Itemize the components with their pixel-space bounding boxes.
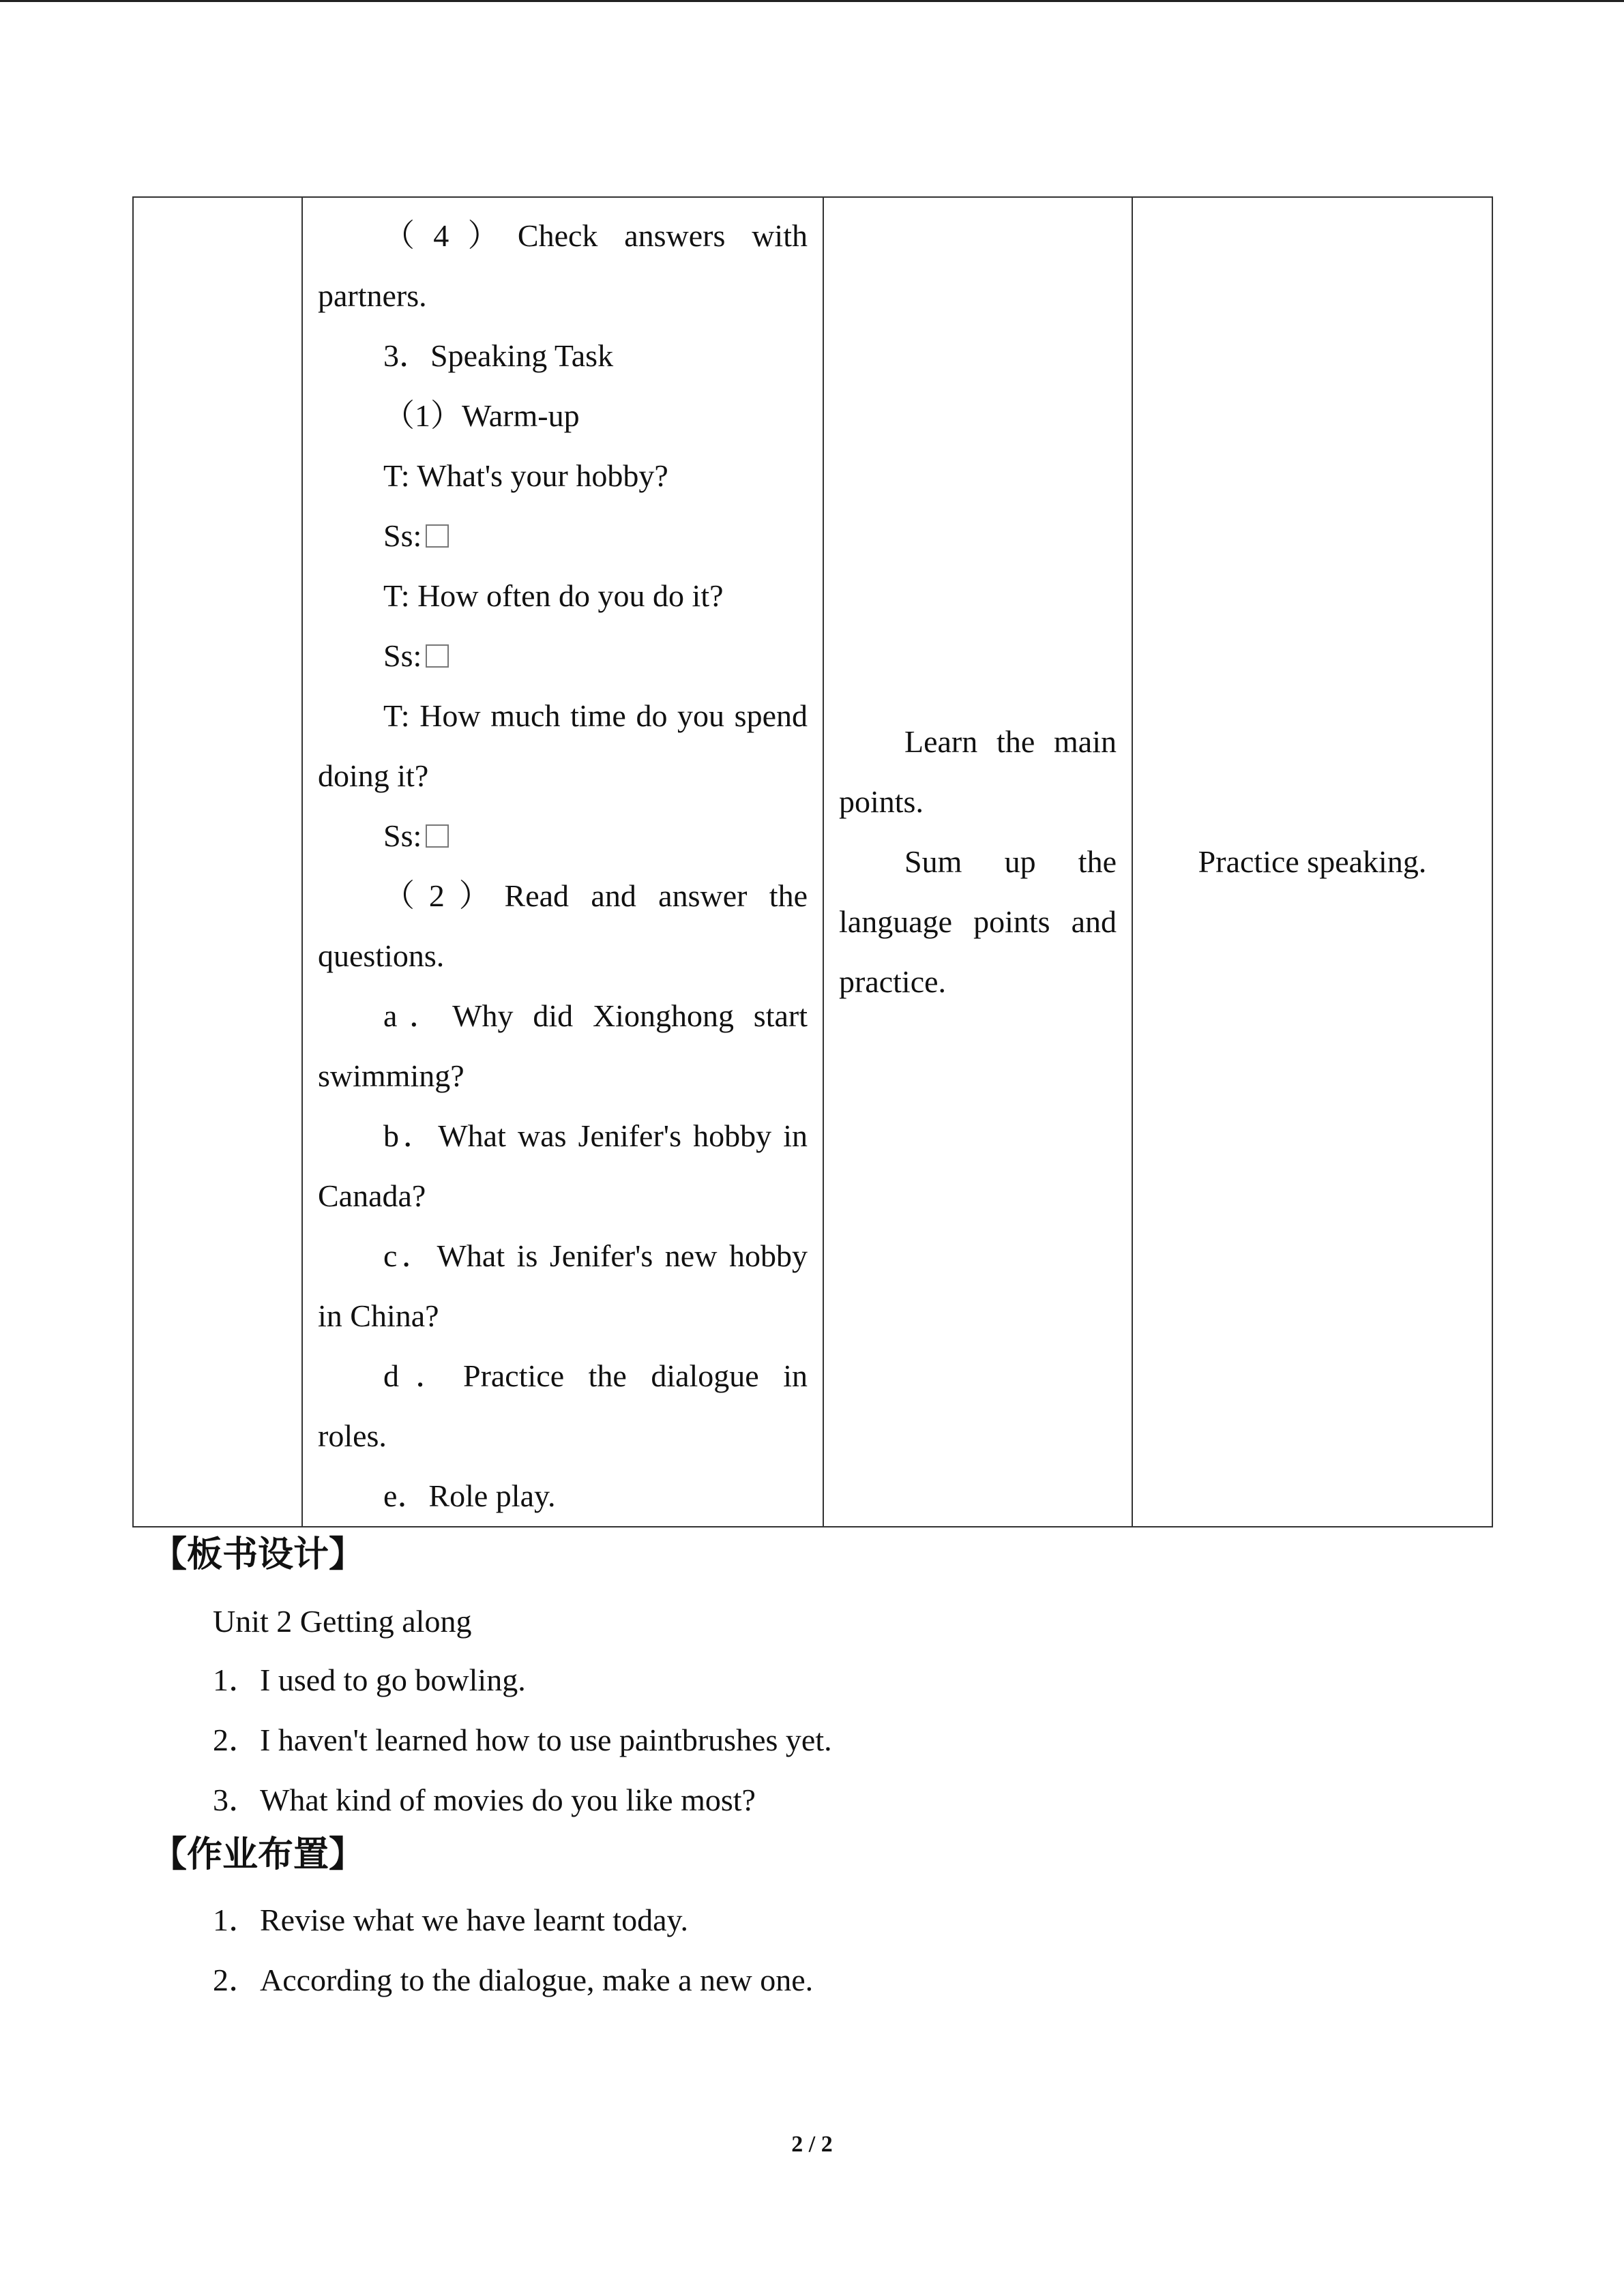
line-text: T: How much time do you spend [383, 698, 808, 733]
line-text: d．Practice the dialogue in [383, 1358, 808, 1393]
text-line [318, 326, 808, 386]
board-design-title: Unit 2 Getting along [213, 1604, 472, 1639]
table-cell-empty [133, 197, 302, 1527]
line-text: questions. [318, 938, 445, 973]
text-line [318, 506, 808, 566]
board-design-item: 2．I haven't learned how to use paintbrushes yet. [213, 1723, 832, 1757]
line-text: 3．Speaking Task [383, 338, 614, 373]
line-text: language points and [839, 904, 1117, 939]
text-line [318, 1166, 808, 1226]
text-line [318, 1046, 808, 1106]
page-top-border [0, 0, 1624, 2]
line-text: Ss: [383, 518, 422, 553]
table-cell-teacher-activities [302, 197, 823, 1527]
line-text: e．Role play. [383, 1478, 556, 1513]
text-line [318, 1226, 808, 1286]
line-text: in China? [318, 1298, 439, 1333]
text-line [318, 866, 808, 926]
board-design-heading: 【板书设计】 [151, 1534, 365, 1575]
text-line [318, 206, 808, 266]
line-text: Canada? [318, 1178, 426, 1213]
line-text: （4）Check answers with [383, 218, 808, 253]
line-text: Ss: [383, 638, 422, 673]
line-text: swimming? [318, 1058, 464, 1093]
lesson-plan-table [132, 196, 1493, 1527]
text-line [318, 1106, 808, 1166]
text-line [839, 772, 1117, 832]
table-cell-purpose [1132, 197, 1492, 1527]
answer-box-icon [426, 644, 449, 668]
homework-item: 1．Revise what we have learnt today. [213, 1903, 689, 1937]
student-lines [824, 712, 1132, 1012]
text-line [318, 806, 808, 866]
text-line [318, 926, 808, 986]
text-line [318, 986, 808, 1046]
line-text: Learn the main [904, 724, 1117, 759]
line-text: b．What was Jenifer's hobby in [383, 1118, 808, 1153]
line-text: Ss: [383, 818, 422, 853]
board-design-item: 3．What kind of movies do you like most? [213, 1783, 756, 1817]
table-row [133, 197, 1492, 1527]
line-text: （2）Read and answer the [383, 878, 808, 913]
text-line [318, 626, 808, 686]
text-line [839, 892, 1117, 952]
line-text: a．Why did Xionghong start [383, 998, 808, 1033]
text-line [839, 832, 1117, 892]
answer-box-icon [426, 824, 449, 848]
line-text: partners. [318, 278, 427, 313]
purpose-text: Practice speaking. [1198, 844, 1427, 879]
line-text: T: How often do you do it? [383, 578, 724, 613]
board-design-item: 1．I used to go bowling. [213, 1663, 526, 1697]
text-line [318, 1286, 808, 1346]
text-line [318, 1346, 808, 1406]
text-line [318, 386, 808, 446]
text-line [318, 1466, 808, 1526]
text-line [839, 712, 1117, 772]
homework-heading: 【作业布置】 [151, 1834, 365, 1875]
text-line [318, 446, 808, 506]
text-line [839, 952, 1117, 1012]
text-line [318, 266, 808, 326]
line-text: c．What is Jenifer's new hobby [383, 1238, 808, 1273]
text-line [318, 566, 808, 626]
line-text: Sum up the [904, 844, 1117, 879]
line-text: roles. [318, 1418, 387, 1453]
line-text: （1）Warm-up [383, 398, 580, 433]
activity-lines [303, 198, 823, 1526]
text-line [318, 1406, 808, 1466]
line-text: points. [839, 784, 924, 819]
line-text: doing it? [318, 758, 429, 793]
page-number: 2 / 2 [791, 2132, 833, 2157]
answer-box-icon [426, 524, 449, 548]
text-line [318, 686, 808, 746]
text-line [318, 746, 808, 806]
line-text: practice. [839, 964, 947, 999]
line-text: T: What's your hobby? [383, 458, 668, 493]
table-cell-student-activities [823, 197, 1132, 1527]
homework-item: 2．According to the dialogue, make a new one. [213, 1963, 814, 1997]
